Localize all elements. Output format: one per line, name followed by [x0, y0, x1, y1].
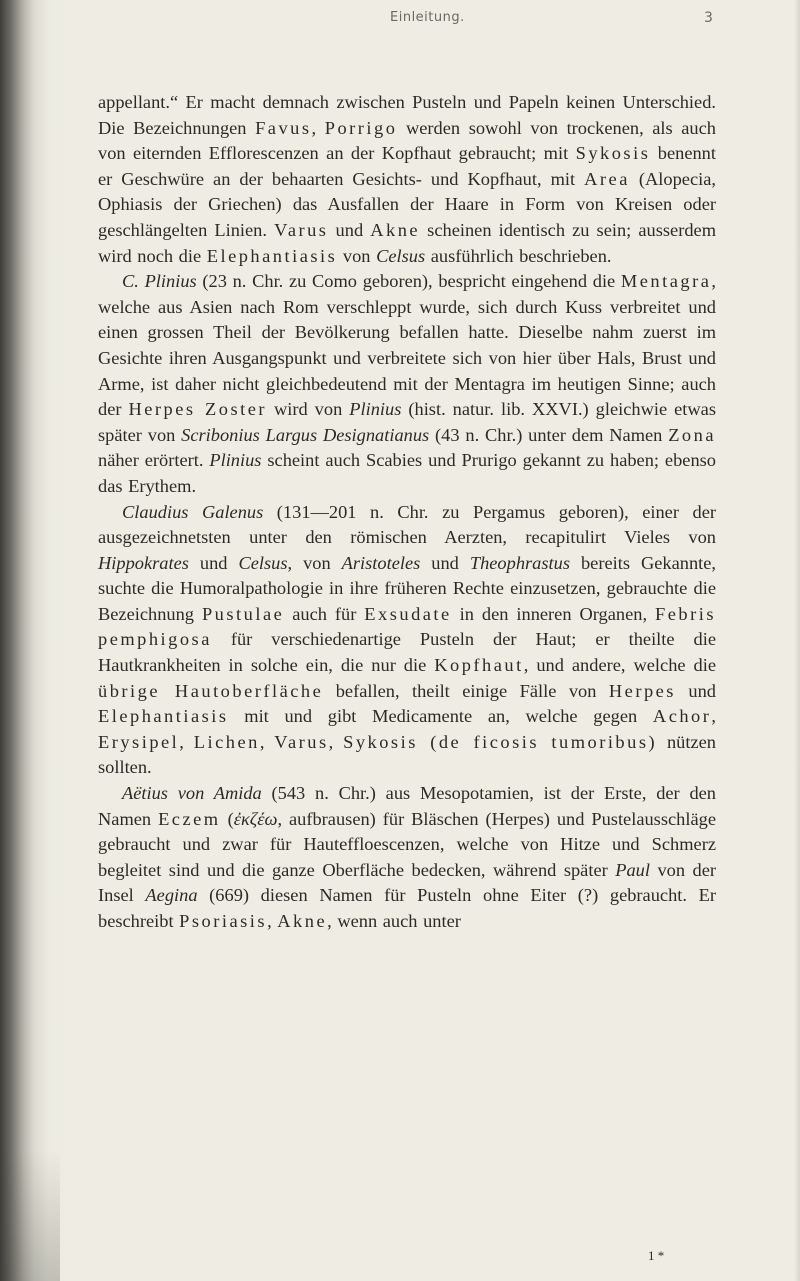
italic-name: C. Plinius — [122, 271, 197, 292]
text-run: , welche aus Asien nach Rom verschleppt wurde, sich durch Kuss verbreitet und einen grossen Theil der Bevölkerung befallen hatte. Dieselbe nahm zuerst im Gesichte ihren Ausgangspunkt und verbreitete sich von hier über Hals, Brust und Arme, ist daher nicht gleichbedeutend mit der Mentagra im heutigen Sinne; auch der — [98, 271, 716, 420]
text-run: , — [328, 731, 344, 752]
spaced-term: Elephantiasis — [98, 706, 229, 727]
spaced-term: Eczem — [158, 808, 221, 829]
text-run: von — [337, 245, 377, 266]
italic-name: Scribonius Largus Designatianus — [181, 424, 430, 445]
italic-name: Aëtius von Amida — [122, 783, 262, 804]
text-run: , aufbrausen) für Bläschen (Herpes) und Pustelausschläge gebraucht und zwar für Hauteffloescenzen, welche von Hitze und Schmerz begleitet sind und die ganze Oberfläche bedecken, während später — [98, 808, 716, 880]
text-run: , — [711, 706, 716, 727]
italic-name: Plinius — [209, 450, 262, 471]
text-run: scheint auch Scabies und Prurigo gekannt zu haben; ebenso das Erythem. — [98, 450, 716, 496]
text-run: (669) diesen Namen für Pusteln ohne Eiter (?) gebraucht. Er beschreibt — [98, 885, 716, 931]
italic-name: Theophrastus — [469, 552, 570, 573]
italic-name: Aristoteles — [341, 552, 421, 573]
text-run: (543 n. Chr.) aus Mesopotamien, ist der Erste, der den Namen — [98, 783, 717, 829]
spaced-term: Lichen — [193, 731, 260, 752]
spaced-term: Mentagra — [620, 271, 712, 292]
spaced-term: Herpes Zoster — [128, 399, 268, 420]
italic-name: Celsus — [238, 552, 288, 573]
text-run: in den inneren Organen, — [451, 603, 656, 624]
italic-name: Claudius Galenus — [122, 501, 264, 522]
spaced-term: Achor — [652, 706, 712, 727]
spaced-term: Favus — [255, 117, 312, 138]
paragraph — [98, 500, 716, 782]
text-run: befallen, theilt einige Fälle von — [323, 680, 609, 701]
text-run: (hist. natur. lib. XXVI.) gleichwie etwas später von — [98, 399, 716, 445]
spaced-term: Zona — [668, 424, 716, 445]
italic-name: Hippokrates — [98, 552, 189, 573]
text-run: wird von — [267, 399, 350, 420]
text-run: (43 n. Chr.) unter dem Namen — [429, 424, 669, 445]
text-run: (Alopecia, Ophiasis der Griechen) das Ausfallen der Haare in Form von Kreisen oder geschlängelten Linien. — [98, 168, 716, 240]
paragraph — [98, 269, 716, 499]
spaced-term: Herpes — [608, 680, 676, 701]
spaced-term: Erysipel — [98, 731, 180, 752]
paragraph — [98, 781, 716, 935]
text-run: für verschiedenartige Pusteln der Haut; er theilte die Hautkrankheiten in solche ein, die nur die — [98, 629, 716, 676]
text-run: , von — [287, 552, 342, 573]
spaced-term: Elephantiasis — [206, 245, 338, 266]
spaced-term: Akne — [370, 219, 421, 240]
italic-name: Plinius — [349, 399, 402, 420]
spaced-term: Psoriasis — [179, 911, 268, 931]
italic-name: ἐκζέω — [233, 808, 278, 829]
italic-name: Celsus — [376, 245, 426, 266]
binding-shadow — [0, 1150, 60, 1281]
running-title: Einleitung. — [390, 10, 465, 25]
text-run: , — [259, 731, 275, 752]
text-run: ( — [220, 808, 234, 829]
spaced-term: Sykosis — [575, 143, 651, 164]
text-run: scheinen identisch zu sein; ausserdem wird noch die — [98, 219, 717, 266]
text-run: appellant.“ Er macht demnach zwischen Pusteln und Papeln keinen Unterschied. Die Bezeichnungen — [98, 92, 716, 138]
spaced-term: Area — [584, 168, 630, 189]
text-run: auch für — [284, 603, 365, 624]
spaced-term: Varus — [274, 219, 329, 240]
text-run: , — [267, 911, 278, 931]
paragraph — [98, 90, 716, 269]
italic-name: Aegina — [145, 885, 198, 906]
text-run: bereits Gekannte, suchte die Humoralpathologie in ihre früheren Rechte einzusetzen, gebrauchte die Bezeichnung — [98, 552, 717, 624]
text-run: und — [328, 219, 371, 240]
text-run: ausführlich beschrieben. — [425, 245, 612, 266]
page-edge — [794, 0, 800, 1281]
text-run: benennt er Geschwüre an der behaarten Gesichts- und Kopfhaut, mit — [98, 143, 716, 189]
spaced-term: Porrigo — [324, 117, 398, 138]
text-run: von der Insel — [98, 859, 716, 906]
signature-mark: 1 * — [648, 1248, 665, 1263]
spaced-term: Exsudate — [364, 603, 452, 624]
spaced-term: Febris pemphigosa — [98, 603, 716, 650]
running-header — [0, 10, 800, 30]
body-text — [98, 90, 716, 935]
text-run: und — [420, 552, 470, 573]
text-run: (131—201 n. Chr. zu Pergamus geboren), einer der ausgezeichnetsten unter den römischen Aerzten, recapitulirt Vieles von — [98, 501, 716, 548]
text-run: , — [311, 117, 325, 138]
text-run: und — [675, 680, 716, 701]
text-run: nützen sollten. — [98, 731, 716, 778]
text-run: (23 n. Chr. zu Como geboren), bespricht eingehend die — [196, 271, 621, 292]
text-run: werden sowohl von trockenen, als auch von eiternden Efflorescenzen an der Kopfhaut gebraucht; mit — [98, 117, 716, 164]
text-run: und — [188, 552, 239, 573]
page-number: 3 — [704, 10, 713, 26]
spaced-term: Pustulae — [201, 603, 285, 624]
spaced-term: Akne — [277, 911, 328, 931]
spaced-term: Varus — [274, 731, 329, 752]
text-run: , wenn auch unter — [327, 911, 461, 931]
spaced-term: Sykosis (de ficosis tumoribus) — [343, 731, 658, 752]
spaced-term: übrige Hautoberfläche — [98, 680, 324, 701]
text-run: näher erörtert. — [98, 450, 210, 471]
text-run: , und andere, welche die — [523, 655, 717, 676]
text-run: mit und gibt Medicamente an, welche gegen — [228, 706, 653, 727]
text-run: , — [179, 731, 194, 752]
spaced-term: Kopfhaut — [434, 655, 524, 676]
italic-name: Paul — [615, 859, 650, 880]
